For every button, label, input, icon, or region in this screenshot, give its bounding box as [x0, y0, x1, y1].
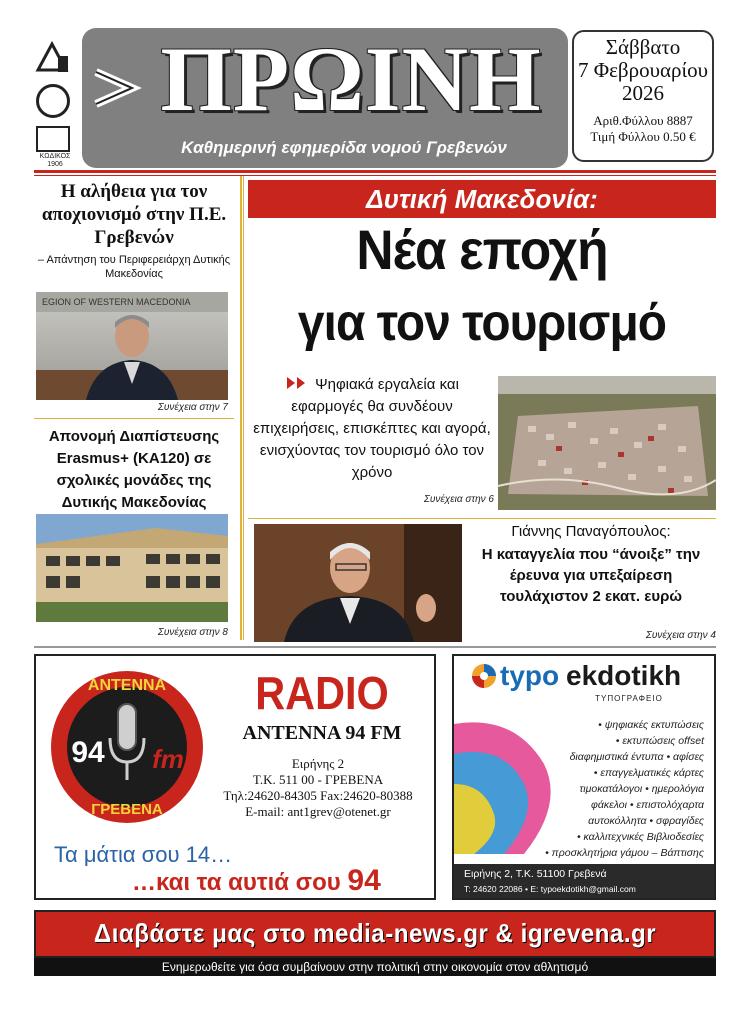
register-book-icon	[36, 126, 70, 152]
typo-name-part2: ekdotikh	[566, 660, 682, 691]
issue-number: Αριθ.Φύλλου 8887	[593, 113, 693, 128]
typo-service-item: τιμοκατάλογοι • ημερολόγια	[579, 783, 704, 795]
typo-name-part1: typo	[500, 660, 560, 691]
typo-service-item: αυτοκόλλητα • σφραγίδες	[588, 815, 704, 827]
photo-sign-text: EGION OF WESTERN MACEDONIA	[42, 297, 191, 307]
issue-day-month: 7 Φεβρουαρίου	[577, 58, 708, 82]
story2-continued[interactable]: Συνέχεια στην 8	[157, 627, 228, 638]
radio-slogan1: Τα μάτια σου 14…	[54, 842, 233, 867]
story1-continued[interactable]: Συνέχεια στην 7	[157, 402, 228, 413]
feature2-name: Γιάννης Παναγόπουλος:	[511, 523, 671, 540]
masthead-rule	[34, 170, 716, 173]
radio-logo-fm: fm	[152, 744, 184, 774]
radio-word: RADIO	[255, 667, 389, 719]
issue-date-box	[572, 30, 714, 162]
quote-marks-icon	[285, 376, 311, 390]
town-aerial-photo	[498, 376, 716, 510]
typo-service-item: • εκτυπώσεις offset	[615, 735, 704, 747]
column-divider-thin	[243, 176, 244, 640]
typo-service-item: διαφημιστικά έντυπα • αφίσες	[569, 751, 704, 763]
story2-photo	[36, 514, 228, 622]
typo-service-item: φάκελοι • επιστολόχαρτα	[591, 799, 704, 811]
footer-banner-text: Διαβάστε μας στο media-news.gr & igrevena.gr	[93, 918, 657, 948]
typo-footer	[454, 864, 716, 900]
main-lead-text: Ψηφιακά εργαλεία και εφαρμογές θα συνδέουν επιχειρήσεις, επισκέπτες και αγορά, ενισχύοντας τον τουρισμό όλο τον χρόνο	[253, 376, 491, 481]
main-lead	[250, 374, 494, 484]
typo-service-item: • προσκλητήρια γάμου – Βάπτισης	[545, 847, 704, 859]
masthead	[82, 28, 568, 168]
story-separator	[34, 418, 234, 419]
ads-rule	[34, 646, 716, 648]
radio-advertisement[interactable]	[34, 654, 436, 900]
school-building-image	[36, 514, 228, 622]
radio-phones: Τηλ:24620-84305 Fax:24620-80388	[223, 788, 413, 803]
issue-weekday: Σάββατο	[605, 35, 681, 59]
footer-strip: Ενημερωθείτε για όσα συμβαίνουν στην πολιτική στην οικονομία στον αθλητισμό	[34, 958, 716, 976]
seal-icon	[36, 84, 70, 118]
radio-address-line1: Ειρήνης 2	[291, 756, 345, 771]
ela-logo-icon	[34, 40, 70, 76]
newspaper-title: ΠΡΩΙΝΗ	[160, 28, 542, 130]
typo-service-item: • επαγγελματικές κάρτες	[593, 767, 704, 779]
town-aerial-image	[498, 376, 716, 510]
newspaper-subtitle: Καθημερινή εφημερίδα νομού Γρεβενών	[181, 138, 507, 157]
typo-contact[interactable]: Τ: 24620 22086 • Ε: typoekdotikh@gmail.com	[464, 884, 636, 894]
main-continued[interactable]: Συνέχεια στην 6	[423, 494, 494, 505]
issue-year: 2026	[622, 81, 664, 105]
story2-headline[interactable]: Απονομή Διαπίστευσης Erasmus+ (ΚΑ120) σε σχολικές μονάδες της Δυτικής Μακεδονίας	[48, 428, 220, 511]
radio-logo-number: 94	[71, 736, 105, 769]
radio-logo-icon	[48, 668, 206, 826]
radio-slogan2-number: 94	[347, 864, 381, 897]
story1-photo	[36, 292, 228, 400]
column-divider	[240, 176, 242, 640]
radio-address-line2: Τ.Κ. 511 00 - ΓΡΕΒΕΝΑ	[252, 772, 384, 787]
typo-address: Ειρήνης 2, Τ.Κ. 51100 Γρεβενά	[464, 868, 607, 880]
typo-service-item: • ψηφιακές εκτυπώσεις	[598, 719, 704, 731]
code-value: 1906	[47, 161, 63, 168]
typo-service-item: • καλλιτεχνικές Βιβλιοδεσίες	[576, 831, 704, 843]
issue-price: Τιμή Φύλλου 0.50 €	[590, 129, 696, 144]
publisher-badges	[34, 40, 78, 170]
feature2-photo	[254, 524, 462, 642]
typo-subtitle: ΤΥΠΟΓΡΑΦΕΙΟ	[595, 694, 663, 703]
radio-logo-top: ΑΝΤΕΝΝΑ	[87, 677, 167, 694]
speaker-portrait-image	[254, 524, 462, 642]
main-headline-line2[interactable]: για τον τουρισμό	[297, 294, 667, 352]
radio-station-name: ANTENNA 94 FM	[242, 722, 402, 744]
radio-email[interactable]: E-mail: ant1grev@otenet.gr	[245, 804, 391, 819]
radio-slogan2	[132, 864, 432, 898]
footer-banner[interactable]	[34, 910, 716, 958]
official-portrait-image	[36, 292, 228, 400]
radio-logo-bottom: ΓΡΕΒΕΝΑ	[91, 801, 163, 818]
radio-slogan2-prefix: …και τα αυτιά σου	[132, 869, 348, 896]
print-shop-advertisement[interactable]	[452, 654, 716, 900]
feature2-continued[interactable]: Συνέχεια στην 4	[645, 630, 716, 641]
code-label: ΚΩΔΙΚΟΣ	[39, 153, 71, 160]
story1-headline[interactable]: Η αλήθεια για τον αποχιονισμό στην Π.Ε. Γρεβενών	[41, 181, 227, 248]
masthead-rule-thin	[34, 175, 716, 176]
main-kicker: Δυτική Μακεδονία:	[248, 180, 716, 218]
feature2-headline[interactable]: Η καταγγελία που “άνοιξε” την έρευνα για υπεξαίρεση τουλάχιστον 2 εκατ. ευρώ	[481, 546, 701, 605]
story1-subheadline: – Απάντηση του Περιφερειάρχη Δυτικής Μακεδονίας	[37, 254, 231, 280]
main-headline-line1[interactable]: Νέα εποχή	[356, 218, 608, 281]
publisher-code	[30, 153, 80, 169]
typo-logo-icon	[470, 662, 498, 690]
